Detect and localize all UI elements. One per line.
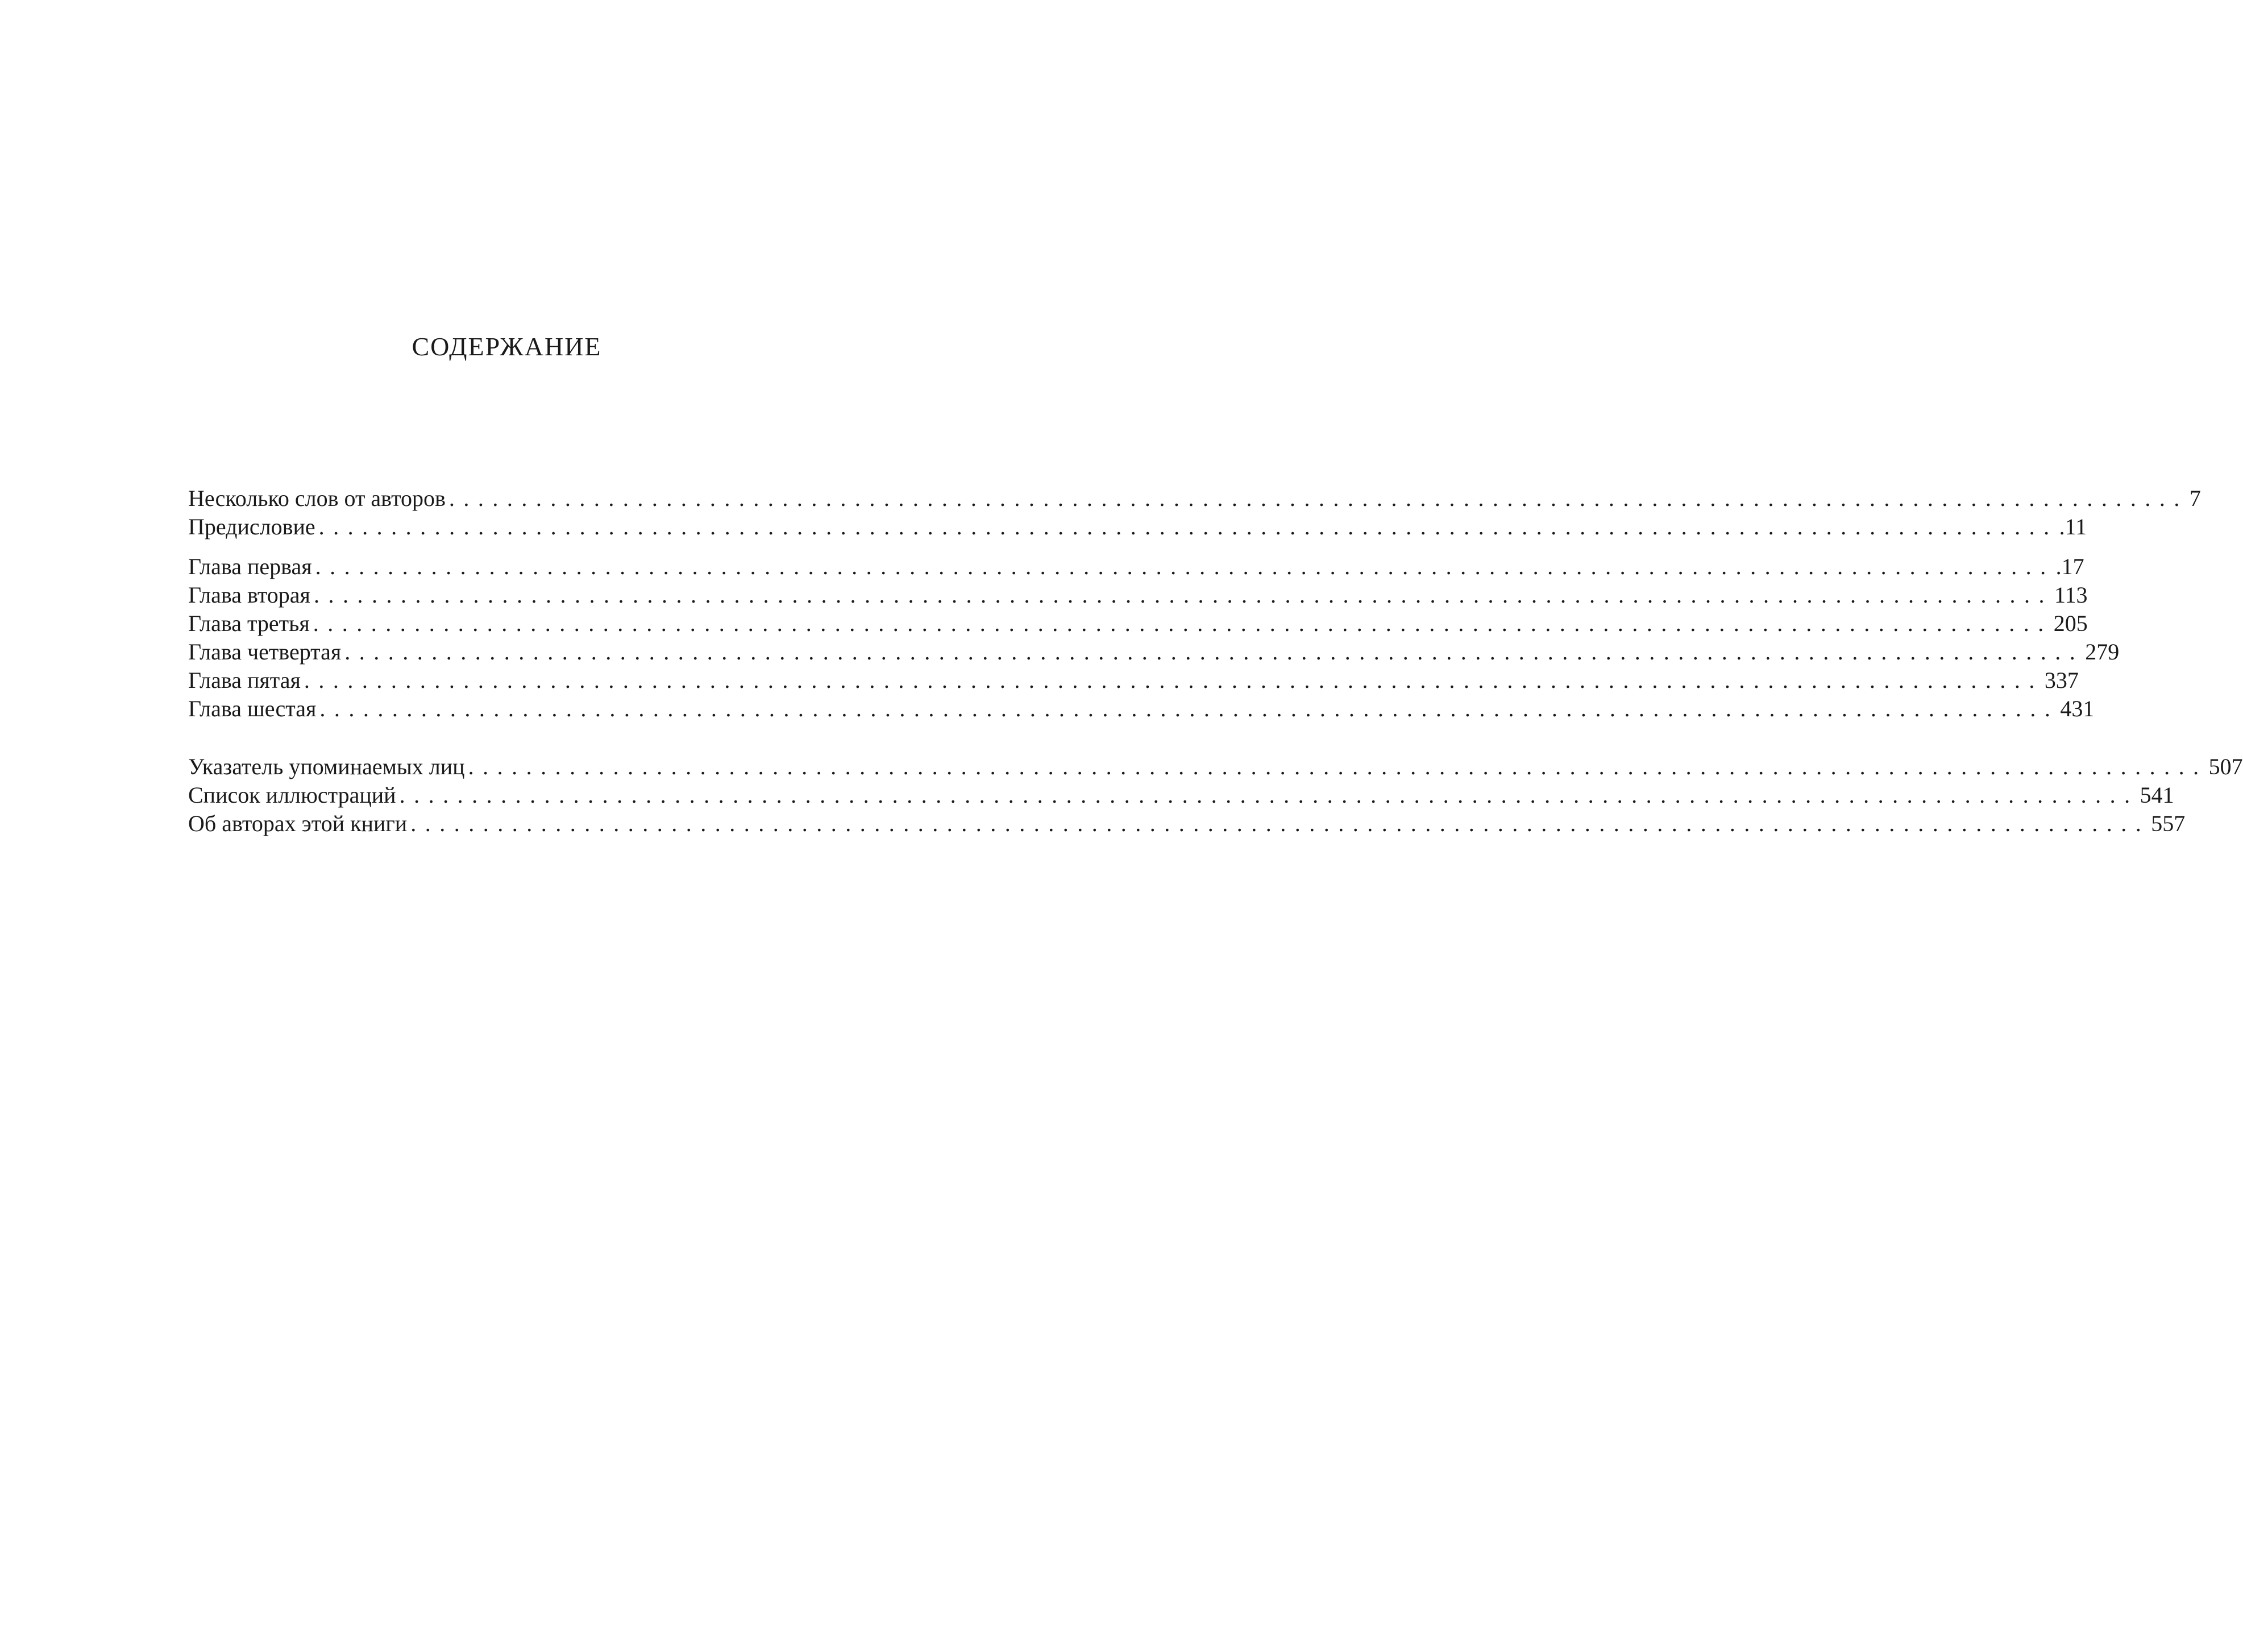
toc-entry-title: Глава первая — [188, 554, 312, 579]
toc-entry — [188, 695, 2095, 723]
leader-dots: ........................................................................................................................ — [313, 582, 2053, 608]
toc-entry — [188, 553, 2084, 581]
leader-dots: ........................................................................................................................ — [468, 754, 2208, 779]
leader-dots: ........................................................................................................................ — [318, 514, 2058, 539]
toc-entry-page: 337 — [2044, 667, 2079, 693]
leader-dots: ........................................................................................................................ — [448, 485, 2188, 511]
toc-entry — [188, 513, 2087, 541]
leader-dots: ........................................................................................................................ — [344, 639, 2084, 665]
toc-entry — [188, 638, 2120, 666]
toc-entry — [188, 666, 2079, 695]
toc-entry — [188, 609, 2088, 638]
toc-entry-title: Указатель упоминаемых лиц — [188, 754, 465, 779]
toc-group-front-matter — [188, 484, 2201, 541]
toc-entry-page: 113 — [2054, 582, 2088, 608]
toc-entry-title: Глава пятая — [188, 667, 301, 693]
leader-dots: ........................................................................................................................ — [399, 782, 2139, 808]
leader-dots: ........................................................................................................................ — [319, 696, 2059, 721]
toc-entry-title: Глава третья — [188, 611, 310, 636]
page-title: СОДЕРЖАНИЕ — [412, 332, 602, 361]
leader-dots: ........................................................................................................................ — [313, 611, 2053, 636]
toc-entry-page: 7 — [2189, 485, 2201, 511]
toc-entry-title: Предисловие — [188, 514, 315, 539]
toc-group-chapters — [188, 553, 2120, 723]
toc-entry — [188, 484, 2201, 513]
toc-entry — [188, 581, 2088, 609]
table-of-contents — [188, 484, 2243, 838]
toc-entry-page: .11 — [2059, 514, 2087, 539]
toc-entry-page: 431 — [2060, 696, 2095, 721]
toc-entry-page: 557 — [2151, 811, 2186, 836]
toc-entry — [188, 810, 2186, 838]
toc-entry-page: .17 — [2055, 554, 2084, 579]
leader-dots: ........................................................................................................................ — [315, 554, 2055, 579]
toc-entry-title: Глава шестая — [188, 696, 317, 721]
leader-dots: ........................................................................................................................ — [304, 667, 2043, 693]
toc-entry-title: Несколько слов от авторов — [188, 485, 446, 511]
toc-entry — [188, 781, 2174, 810]
toc-entry-page: 205 — [2053, 611, 2088, 636]
toc-entry-page: 507 — [2208, 754, 2243, 779]
toc-entry-page: 541 — [2140, 782, 2174, 808]
toc-entry-title: Глава вторая — [188, 582, 310, 608]
toc-entry — [188, 753, 2243, 781]
toc-entry-title: Глава четвертая — [188, 639, 342, 665]
toc-entry-page: 279 — [2085, 639, 2120, 665]
toc-group-back-matter — [188, 753, 2243, 838]
toc-entry-title: Об авторах этой книги — [188, 811, 408, 836]
leader-dots: ........................................................................................................................ — [410, 811, 2150, 836]
toc-entry-title: Список иллюстраций — [188, 782, 396, 808]
